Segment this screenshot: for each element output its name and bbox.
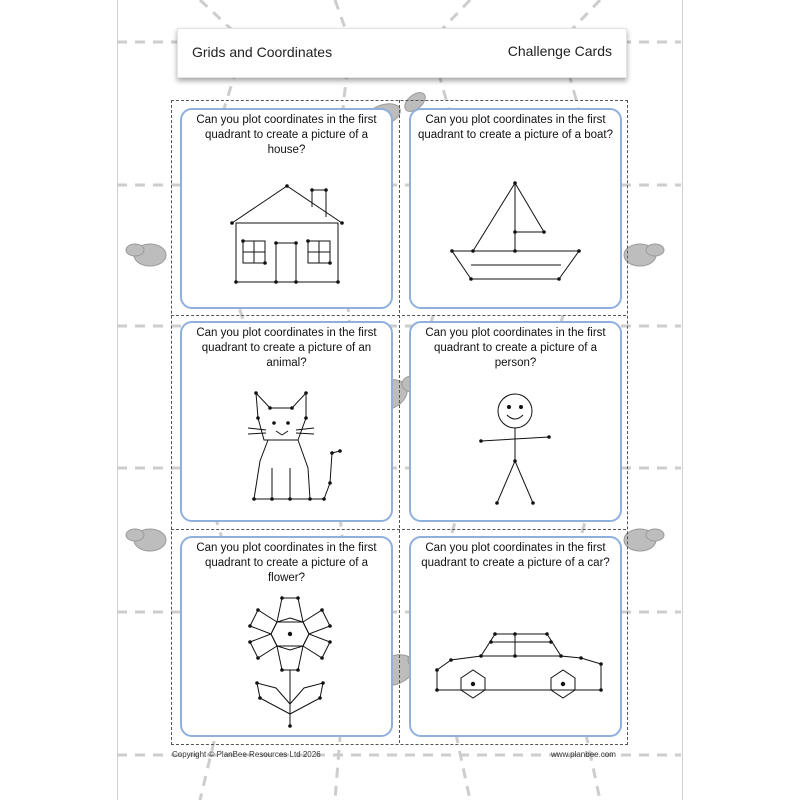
worksheet-header xyxy=(177,28,627,78)
card-question: Can you plot coordinates in the first quadrant to create a picture of a car? xyxy=(421,542,610,569)
card-question: Can you plot coordinates in the first quadrant to create a picture of a flower? xyxy=(196,542,377,584)
challenge-card-person xyxy=(409,321,622,522)
cut-line-horizontal xyxy=(171,315,626,316)
person-dot-drawing xyxy=(411,323,620,520)
challenge-card-car xyxy=(409,536,622,737)
cat-dot-drawing xyxy=(182,323,391,520)
cut-line-vertical xyxy=(399,100,400,743)
card-question: Can you plot coordinates in the first quadrant to create a picture of an animal? xyxy=(196,327,377,369)
car-dot-drawing xyxy=(411,538,620,735)
copyright-text: Copyright © PlanBee Resources Ltd 2026 xyxy=(172,750,321,759)
worksheet-title: Grids and Coordinates xyxy=(192,44,333,60)
card-question: Can you plot coordinates in the first quadrant to create a picture of a boat? xyxy=(418,114,613,141)
boat-dot-drawing xyxy=(411,110,620,307)
challenge-card-house xyxy=(180,108,393,309)
challenge-card-animal xyxy=(180,321,393,522)
card-question: Can you plot coordinates in the first quadrant to create a picture of a person? xyxy=(425,327,606,369)
flower-dot-drawing xyxy=(182,538,391,735)
worksheet-subtitle: Challenge Cards xyxy=(507,43,612,59)
challenge-card-boat xyxy=(409,108,622,309)
house-dot-drawing xyxy=(182,110,391,307)
card-question: Can you plot coordinates in the first quadrant to create a picture of a house? xyxy=(196,114,377,156)
cut-line-horizontal xyxy=(171,529,626,530)
challenge-card-flower xyxy=(180,536,393,737)
website-link[interactable]: www.planbee.com xyxy=(551,750,616,759)
